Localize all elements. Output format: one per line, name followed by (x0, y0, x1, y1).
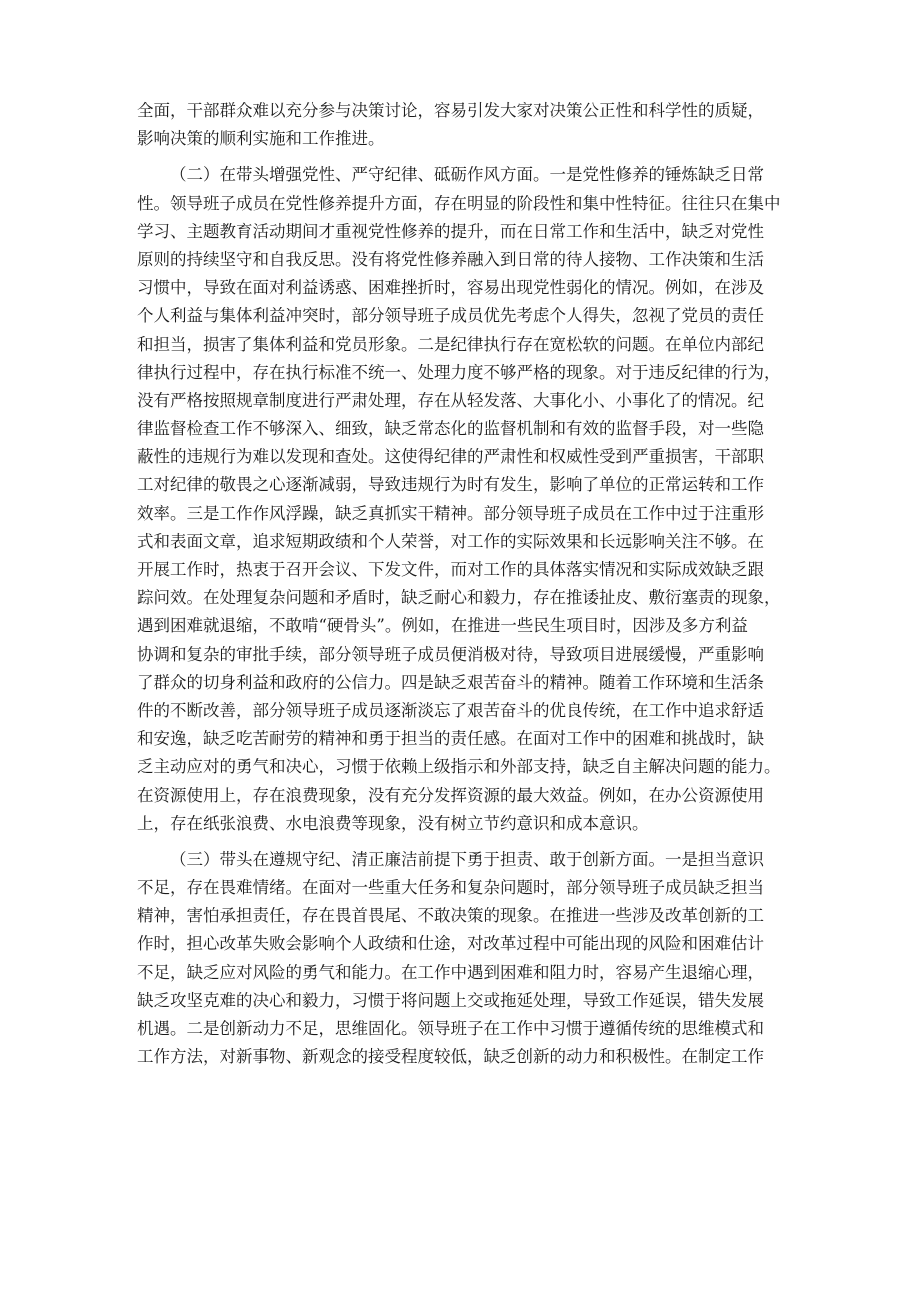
paragraph (137, 846, 790, 1072)
text-line: 乏主动应对的勇气和决心，习惯于依赖上级指示和外部支持，缺乏自主解决问题的能力。 (137, 757, 781, 777)
text-line: 件的不断改善，部分领导班子成员逐渐淡忘了艰苦奋斗的优良传统，在工作中追求舒适 (137, 700, 764, 720)
text-line: 了群众的切身利益和政府的公信力。四是缺乏艰苦奋斗的精神。随着工作环境和生活条 (137, 672, 764, 692)
paragraph-gap (137, 153, 790, 161)
paragraph-gap (137, 838, 790, 846)
text-line: 在资源使用上，存在浪费现象，没有充分发挥资源的最大效益。例如，在办公资源使用 (137, 785, 764, 805)
text-line: 踪问效。在处理复杂问题和矛盾时，缺乏耐心和毅力，存在推诿扯皮、敷衍塞责的现象， (137, 588, 781, 608)
text-line: 精神，害怕承担责任，存在畏首畏尾、不敢决策的现象。在推进一些涉及改革创新的工 (137, 906, 764, 926)
text-line: 原则的持续坚守和自我反思。没有将党性修养融入到日常的待人接物、工作决策和生活 (137, 249, 764, 269)
text-line: 协调和复杂的审批手续，部分领导班子成员便消极对待，导致项目进展缓慢，严重影响 (137, 644, 764, 664)
text-line: 和担当，损害了集体利益和党员形象。二是纪律执行存在宽松软的问题。在单位内部纪 (137, 334, 764, 354)
text-line: 机遇。二是创新动力不足，思维固化。领导班子在工作中习惯于遵循传统的思维模式和 (137, 1019, 764, 1038)
text-line: 工对纪律的敬畏之心逐渐减弱，导致违规行为时有发生，影响了单位的正常运转和工作 (137, 475, 764, 495)
paragraph (137, 97, 790, 153)
text-line: 作时，担心改革失败会影响个人政绩和仕途，对改革过程中可能出现的风险和困难估计 (137, 934, 764, 954)
text-line: 性。领导班子成员在党性修养提升方面，存在明显的阶段性和集中性特征。往往只在集中 (137, 193, 781, 213)
text-line: 个人利益与集体利益冲突时，部分领导班子成员优先考虑个人得失，忽视了党员的责任 (137, 306, 764, 326)
text-line: 不足，存在畏难情绪。在面对一些重大任务和复杂问题时，部分领导班子成员缺乏担当 (137, 878, 764, 898)
text-line: 和安逸，缺乏吃苦耐劳的精神和勇于担当的责任感。在面对工作中的困难和挑战时，缺 (137, 729, 764, 749)
text-line: 开展工作时，热衷于召开会议、下发文件，而对工作的具体落实情况和实际成效缺乏跟 (137, 560, 764, 579)
text-line: （二）在带头增强党性、严守纪律、砥砺作风方面。一是党性修养的锤炼缺乏日常 (170, 165, 764, 185)
text-line: （三）带头在遵规守纪、清正廉洁前提下勇于担责、敢于创新方面。一是担当意识 (170, 849, 764, 869)
text-line: 没有严格按照规章制度进行严肃处理，存在从轻发落、大事化小、小事化了的情况。纪 (137, 390, 764, 410)
text-line: 缺乏攻坚克难的决心和毅力，习惯于将问题上交或拖延处理，导致工作延误，错失发展 (137, 990, 764, 1010)
text-line: 上，存在纸张浪费、水电浪费等现象，没有树立节约意识和成本意识。 (137, 813, 649, 833)
text-line: 律监督检查工作不够深入、细致，缺乏常态化的监督机制和有效的监督手段，对一些隐 (137, 419, 764, 439)
text-line: 工作方法，对新事物、新观念的接受程度较低，缺乏创新的动力和积极性。在制定工作 (137, 1047, 764, 1067)
paragraph (137, 161, 790, 838)
text-line: 影响决策的顺利实施和工作推进。 (137, 129, 385, 149)
body-text (137, 97, 790, 1071)
text-line: 效率。三是工作作风浮躁，缺乏真抓实干精神。部分领导班子成员在工作中过于注重形 (137, 503, 764, 523)
text-line: 蔽性的违规行为难以发现和查处。这使得纪律的严肃性和权威性受到严重损害，干部职 (137, 447, 764, 467)
text-line: 全面，干部群众难以充分参与决策讨论，容易引发大家对决策公正性和科学性的质疑， (137, 101, 764, 120)
text-line: 律执行过程中，存在执行标准不统一、处理力度不够严格的现象。对于违反纪律的行为， (137, 362, 781, 382)
text-line: 学习、主题教育活动期间才重视党性修养的提升，而在日常工作和生活中，缺乏对党性 (137, 221, 764, 241)
text-line: 式和表面文章，追求短期政绩和个人荣誉，对工作的实际效果和长远影响关注不够。在 (137, 531, 764, 551)
text-line: 习惯中，导致在面对利益诱惑、困难挫折时，容易出现党性弱化的情况。例如，在涉及 (137, 278, 764, 298)
text-line: 不足，缺乏应对风险的勇气和能力。在工作中遇到困难和阻力时，容易产生退缩心理， (137, 962, 764, 982)
text-line: 遇到困难就退缩，不敢啃“硬骨头”。例如，在推进一些民生项目时，因涉及多方利益 (137, 616, 748, 636)
